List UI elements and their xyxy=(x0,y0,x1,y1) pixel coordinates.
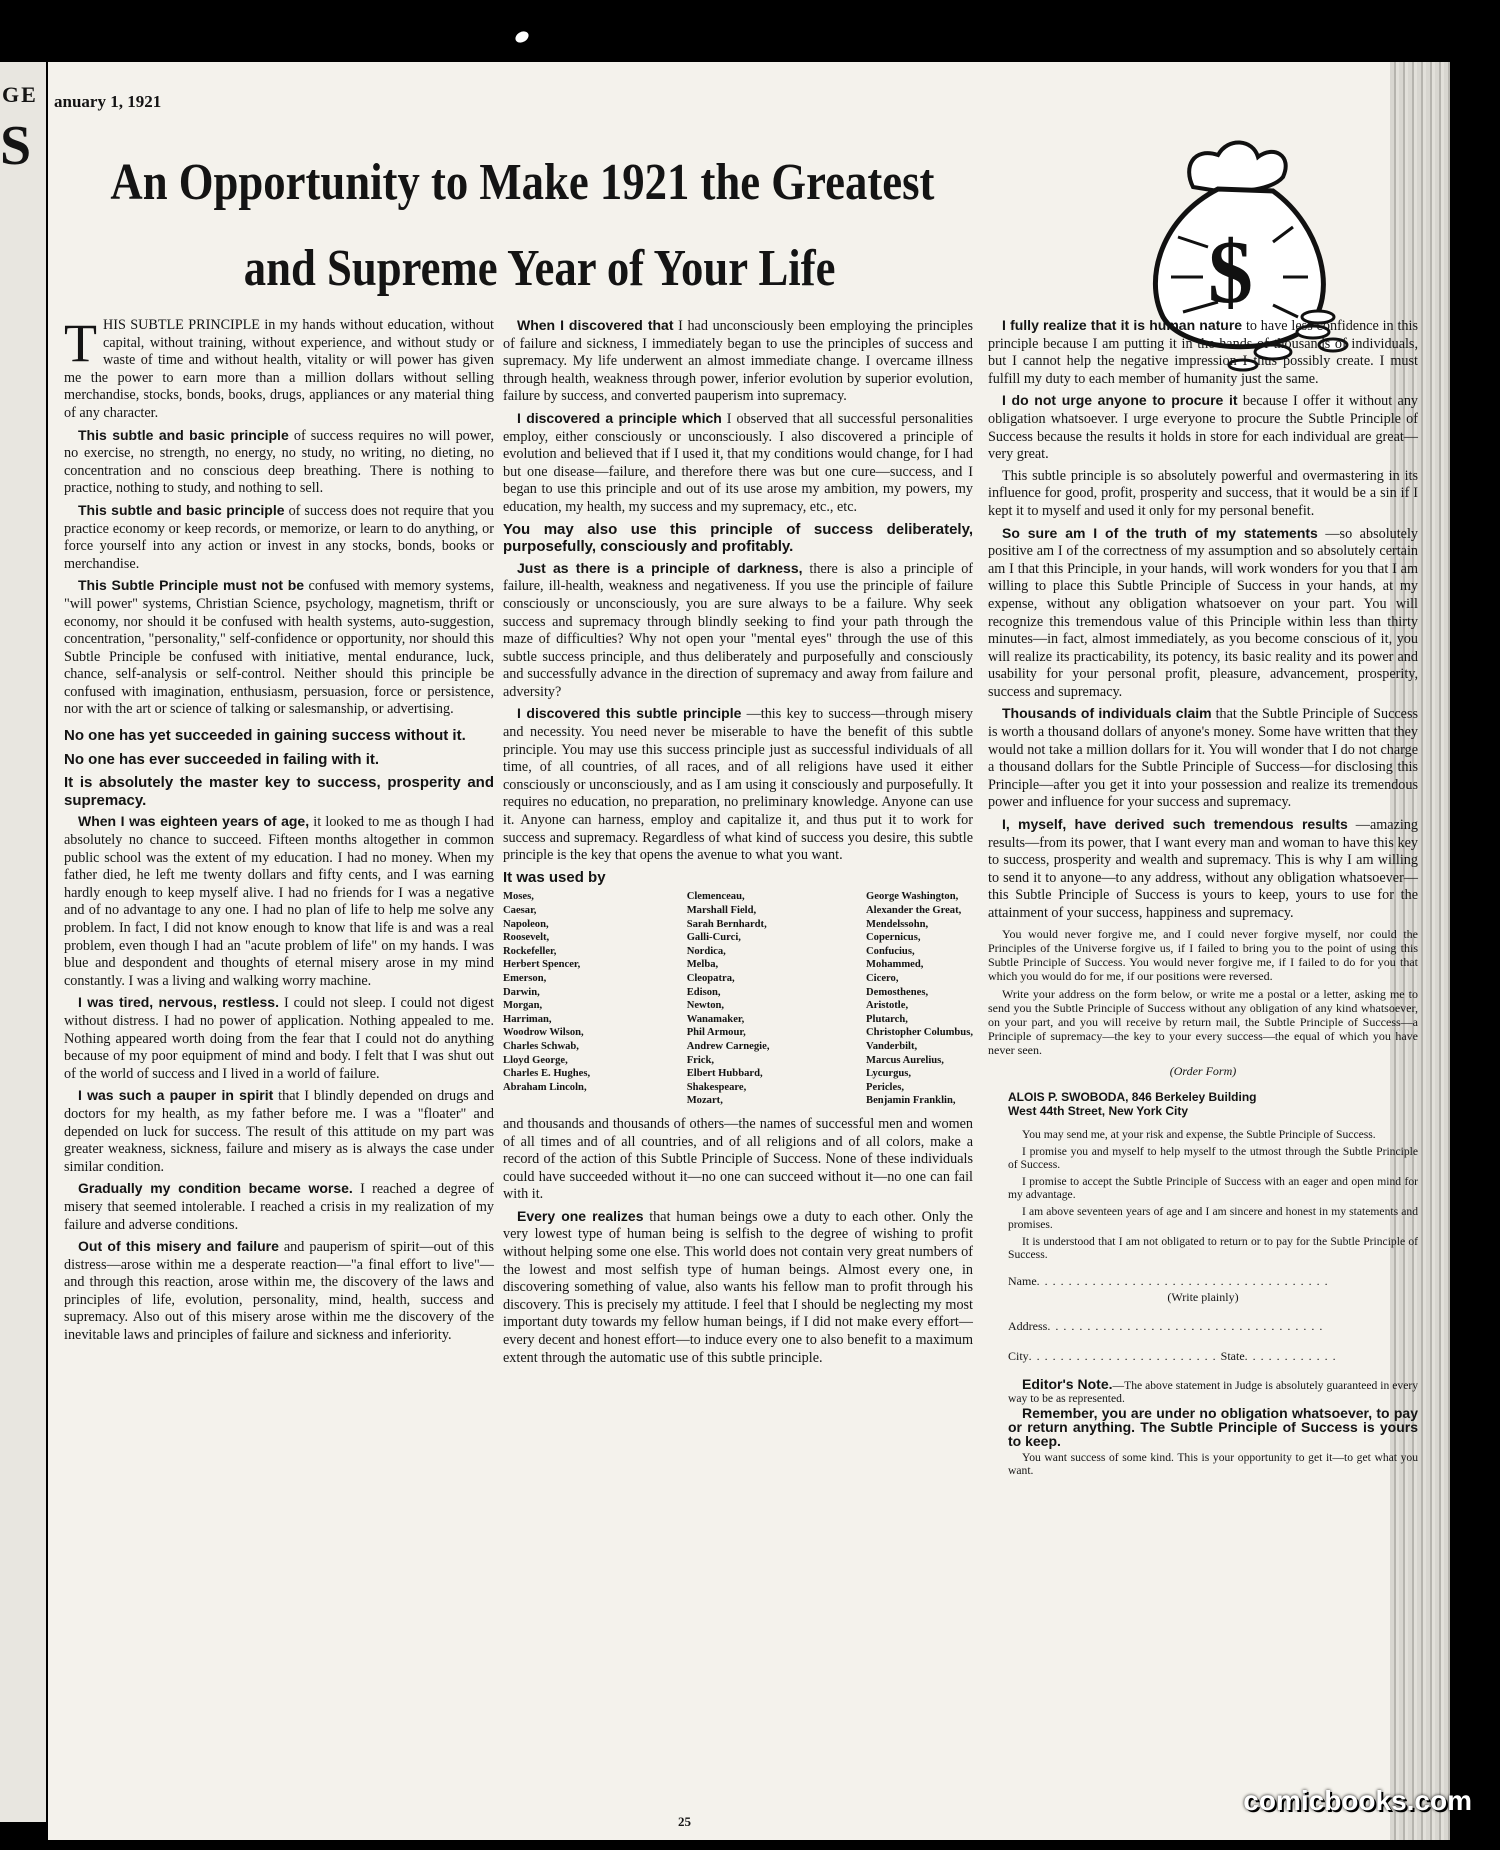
lead-in: This subtle and basic principle xyxy=(78,426,289,443)
lead-in: This Subtle Principle must not be xyxy=(78,577,305,594)
lead-in: Every one realizes xyxy=(517,1207,644,1224)
paragraph: to have less confidence in this principle because I am putting it in the hands of thousands of individuals, but I cannot help the negative impression I thus possibly create. I must fulfill my duty to each member of humanity just the same. xyxy=(988,318,1418,387)
name-field[interactable]: Name. . . . . . . . . . . . . . . . . . . . . . . . . . . . . . . . . . . . . xyxy=(1008,1274,1329,1289)
name-entry: Mendelssohn, xyxy=(866,918,929,930)
name-entry: Newton, xyxy=(686,1000,725,1012)
headline-line-2: and Supreme Year of Your Life xyxy=(243,240,836,297)
name-entry: Elbert Hubbard, xyxy=(686,1068,763,1080)
lead-in: I do not urge anyone to procure it xyxy=(1002,392,1238,409)
paragraph: This subtle principle is so absolutely powerful and overmastering in its influence for good, profit, prosperity and success, that it would be a sin if I kept it to myself and used it only for my personal benefit. xyxy=(988,467,1418,519)
name-entry: Andrew Carnegie, xyxy=(686,1040,770,1052)
name-entry: Wanamaker, xyxy=(686,1013,745,1025)
name-entry: Galli-Curci, xyxy=(686,932,741,944)
name-entry: Vanderbilt, xyxy=(866,1040,918,1052)
paragraph: of success requires no will power, no exercise, no strength, no energy, no study, no writing, no dieting, no concentration and no conscious deep breathing. There is nothing to practice, nothing to study, and nothing to sell. xyxy=(64,427,495,497)
name-entry: Morgan, xyxy=(503,1000,543,1012)
name-entry: Demosthenes, xyxy=(866,986,929,998)
editors-note xyxy=(988,1375,1418,1477)
issue-date: anuary 1, 1921 xyxy=(54,92,162,111)
name-entry: Charles Schwab, xyxy=(503,1040,579,1052)
paragraph: and pauperism of spirit—out of this distress—arose within me a desperate reaction—"a final effort to live"—and through this reaction, arose within me, the discovery of the laws and principles of life, evolution, personality, mind, health, success and supremacy. Also out of this misery arose within me the discovery of the inevitable laws and principles of failure and sickness and inferiority. xyxy=(64,1239,494,1344)
name-entry: Frick, xyxy=(686,1054,715,1066)
drop-cap: T xyxy=(64,313,97,373)
svg-text:$: $ xyxy=(1208,223,1253,322)
note-text: —The above statement in Judge is absolutely guaranteed in every way to be as represented. xyxy=(1008,1378,1418,1405)
note-text: You want success of some kind. This is your opportunity to get it—to get what you want. xyxy=(1008,1450,1418,1477)
lead-in: When I was eighteen years of age, xyxy=(78,813,310,830)
paragraph: —this key to success—through misery and necessity. You need never be miserable to have the benefit of this subtle principle. You may use this success principle just as successful individuals of all time, of all countries, of all races, and of all religions have used it either consciously or unconsciously, and as I am using it consciously and purposefully. It requires no education, no preparation, no preliminary knowledge. Anyone can use it. Anyone can harness, employ and capitalize it, and thus put it to work for success and supremacy. Regardless of what kind of success you desire, this subtle principle is the key that opens the avenue to what you want. xyxy=(503,706,973,864)
name-entry: Harriman, xyxy=(503,1013,552,1025)
paragraph: because I offer it without any obligation whatsoever. I urge everyone to procure the Subtle Principle of Success because the results it holds in store for each individual are great—very great. xyxy=(988,393,1419,463)
paragraph: confused with memory systems, "will power" systems, Christian Science, psychology, magnetism, thrift or economy, nor should it be confused with health systems, auto-suggestion, concentration, "personality," self-confidence or opportunity, nor should this Subtle Principle be confused with initiative, mental endurance, luck, chance, self-analysis or self-control. Neither should this principle be confused with imagination, enthusiasm, persuasion, force or persistence, nor with the art or science of talking or salesmanship, or advertising. xyxy=(64,578,495,718)
paragraph: Write your address on the form below, or write me a postal or a letter, asking me to send you the Subtle Principle of Success without any obligation of any kind whatsoever, on your part, and you will receive by return mail, the Subtle Principle of Success—a Principle of supremacy—the key to your every success—the equal of which you have never seen. xyxy=(988,986,1418,1057)
small-print xyxy=(988,927,1418,1057)
lead-in: I discovered this subtle principle xyxy=(517,705,742,722)
name-entry: Woodrow Wilson, xyxy=(503,1027,584,1039)
lead-in: I, myself, have derived such tremendous results xyxy=(1002,816,1348,833)
paragraph: —amazing results—from its power, that I want every man and woman to have this key to success, prosperity and wealth and supremacy. This is why I am willing to send it to anyone—to any address, without any obligation whatsoever—this Subtle Principle of Success is yours to keep, yours to use for the attainment of your success, happiness and supremacy. xyxy=(988,817,1418,921)
lead-in: Thousands of individuals claim xyxy=(1002,705,1212,722)
lead-in: Just as there is a principle of darkness, xyxy=(517,559,803,576)
name-entry: Clemenceau, xyxy=(686,891,745,903)
scan-mark xyxy=(513,29,530,45)
magazine-page xyxy=(48,62,1450,1840)
headline xyxy=(58,140,987,312)
name-entry: Caesar, xyxy=(503,905,537,916)
note-text: Remember, you are under no obligation whatsoever, to pay or return anything. The Subtle Principle of Success is yours to keep. xyxy=(1008,1404,1418,1449)
name-entry: Christopher Columbus, xyxy=(866,1027,973,1039)
name-entry: Pericles, xyxy=(866,1081,904,1093)
name-entry: Edison, xyxy=(686,986,721,998)
city-state-field[interactable]: City. . . . . . . . . . . . . . . . . . . . . . . . State. . . . . . . . . . . . xyxy=(1008,1348,1337,1363)
write-plainly-hint: (Write plainly) xyxy=(1167,1289,1239,1304)
name-entry: Plutarch, xyxy=(866,1013,908,1025)
bold-statement: It is absolutely the master key to success, prosperity and supremacy. xyxy=(64,774,494,809)
lead-in: I was tired, nervous, restless. xyxy=(78,994,279,1011)
city-label: City xyxy=(1008,1348,1029,1363)
names-column-3 xyxy=(866,890,973,1108)
name-entry: Rockefeller, xyxy=(503,945,557,957)
column-1 xyxy=(64,313,495,1349)
name-entry: Shakespeare, xyxy=(686,1081,747,1093)
address-line: ALOIS P. SWOBODA, 846 Berkeley Building xyxy=(1008,1090,1257,1105)
name-entry: Cicero, xyxy=(866,972,899,984)
paragraph: I reached a degree of misery that seemed intolerable. I reached a crisis in my realization of my failure and adverse conditions. xyxy=(64,1181,495,1233)
paragraph: that human beings owe a duty to each other. Only the very lowest type of human being is selfish to the degree of wishing to profit without helping some one else. This world does not contain very great numbers of the lowest and most selfish type of human beings. Almost every one, in discovering something of value, also wants his fellow man to profit through his discovery. This is precisely my attitude. I feel that I should be neglecting my most important duty towards my fellow human beings, if I did not make every effort—every decent and honest effort—to induce every one to also benefit to a maximum extent through the automatic use of this subtle principle. xyxy=(503,1208,974,1366)
name-entry: Lloyd George, xyxy=(503,1054,568,1066)
column-3 xyxy=(988,317,1418,1479)
names-column-1 xyxy=(503,890,590,1108)
name-entry: Lycurgus, xyxy=(866,1068,912,1080)
name-entry: Melba, xyxy=(686,959,719,971)
paragraph: I observed that all successful personalities employ, either consciously or unconsciously. I also discovered a principle of evolution and believed that if I used it, that my conditions would change, for I had but one disease—failure, and therefore there was but one cure—success, and I began to use this principle and out of its use arose my ambition, my powers, my education, my health, my success and my supremacy, etc., etc. xyxy=(503,410,974,515)
name-entry: Herbert Spencer, xyxy=(503,959,581,971)
name-entry: Mozart, xyxy=(686,1095,723,1107)
paragraph: You would never forgive me, and I could never forgive myself, nor could the Principles of the Universe forgive us, if I failed to bring you to the point of using this Subtle Principle of Success. You would never forgive me, if I failed to do for you that which you would do for me, if our positions were reversed. xyxy=(988,926,1418,983)
name-entry: Charles E. Hughes, xyxy=(503,1068,591,1080)
bold-statement: No one has ever succeeded in failing with it. xyxy=(64,750,380,768)
column-2 xyxy=(503,317,973,1371)
state-label: State xyxy=(1220,1348,1245,1363)
lead-in: So sure am I of the truth of my statements xyxy=(1002,524,1318,541)
name-entry: Cleopatra, xyxy=(686,972,735,984)
names-heading: It was used by xyxy=(503,868,606,886)
name-entry: Darwin, xyxy=(503,986,540,998)
note-lead: Editor's Note. xyxy=(1022,1375,1113,1392)
previous-page-fragment-letter: S xyxy=(0,115,32,177)
lead-in: Gradually my condition became worse. xyxy=(78,1180,353,1197)
lead-in: This subtle and basic principle xyxy=(78,501,285,518)
order-form-address xyxy=(1008,1090,1418,1118)
bold-statement: No one has yet succeeded in gaining success without it. xyxy=(64,727,466,745)
paragraph: there is also a principle of failure, ill-health, weakness and negativeness. If you use the principle of failure consciously or unconsciously, you are sure always to be a failure. Why seek success and supremacy through blindly seeking to find your path through the maze of difficulties? Why not open your "mental eyes" through the use of this subtle success principle, and thus deliberately and purposefully and consciously and successfully advance in the direction of supremacy and away from failure and adversity? xyxy=(503,560,974,700)
name-entry: Phil Armour, xyxy=(686,1027,746,1039)
names-list xyxy=(503,890,973,1108)
names-column-2 xyxy=(687,890,770,1108)
paragraph: of success does not require that you practice economy or keep records, or memorize, or learn to do anything, or force yourself into any action or invest in any stocks, bonds, books or merchandise. xyxy=(64,502,494,572)
name-entry: Benjamin Franklin, xyxy=(866,1095,956,1107)
name-entry: Confucius, xyxy=(866,945,915,957)
order-form-terms xyxy=(988,1128,1418,1261)
name-label: Name xyxy=(1008,1274,1037,1289)
name-entry: Nordica, xyxy=(686,945,726,957)
paragraph: I could not sleep. I could not digest without distress. I had no power of application. Nothing appealed to me. Nothing appeared worth doing from the fear that I could not do anything because of my poor equipment of mind and body. I felt that I was shut out of the world of success and I lived in a world of failure. xyxy=(64,995,494,1082)
name-entry: Moses, xyxy=(503,891,534,903)
address-label: Address xyxy=(1008,1319,1048,1334)
name-entry: George Washington, xyxy=(866,891,959,903)
paragraph: that I blindly depended on drugs and doctors for my health, as my father before me. I was a "floater" and depended on luck for success. The result of this attitude on my part was greater weakness, sickness, failure and misery as is always the case under similar condition. xyxy=(64,1088,495,1175)
page-number: 25 xyxy=(678,1814,691,1829)
lead-in: I was such a pauper in spirit xyxy=(78,1087,274,1104)
form-term: I promise you and myself to help myself to the utmost through the Subtle Principle of Success. xyxy=(1008,1145,1418,1172)
bold-statement: You may also use this principle of success deliberately, purposefully, consciously and profitably. xyxy=(503,520,973,556)
name-entry: Roosevelt, xyxy=(503,932,550,944)
name-entry: Napoleon, xyxy=(503,918,549,930)
paragraph: HIS SUBTLE PRINCIPLE in my hands without education, without capital, without training, without experience, and without study or waste of time and without health, vitality or will power has given me the power to earn more than a million dollars without selling merchandise, stocks, bonds, books, drugs, appliances or any material thing of any character. xyxy=(64,317,494,421)
form-term: You may send me, at your risk and expense, the Subtle Principle of Success. xyxy=(1022,1128,1376,1142)
form-term: I promise to accept the Subtle Principle of Success with an eager and open mind for my advantage. xyxy=(1008,1175,1418,1202)
name-entry: Marshall Field, xyxy=(686,905,757,916)
lead-in: I fully realize that it is human nature xyxy=(1002,317,1243,333)
lead-in: Out of this misery and failure xyxy=(78,1238,279,1255)
form-term: I am above seventeen years of age and I am sincere and honest in my statements and promises. xyxy=(1008,1205,1418,1232)
paragraph: that the Subtle Principle of Success is worth a thousand dollars of anyone's money. Some have written that they would not take a million dollars for it. You will wonder that I do not charge a thousand dollars for the Subtle Principle of Success—for disclosing this Principle—after you get it into your possession and realize its tremendous power and influence for your success and supremacy. xyxy=(988,706,1419,811)
address-line: West 44th Street, New York City xyxy=(1008,1104,1189,1119)
order-form xyxy=(988,1063,1418,1477)
lead-in: I discovered a principle which xyxy=(517,409,722,426)
previous-page-edge xyxy=(0,62,46,1822)
paragraph: and thousands and thousands of others—the names of successful men and women of all times and of all countries, and of all religions and of all colors, make a record of the action of this Subtle Principle of Success. None of these individuals could have succeeded without it—no one can succeed without it—no one can fail with it. xyxy=(503,1115,973,1203)
name-entry: Aristotle, xyxy=(866,1000,909,1012)
site-watermark: comicbooks.com xyxy=(1243,1785,1472,1816)
name-entry: Alexander the Great, xyxy=(866,905,962,916)
order-form-title: (Order Form) xyxy=(1169,1063,1237,1078)
form-term: It is understood that I am not obligated to return or to pay for the Subtle Principle of Success. xyxy=(1008,1235,1418,1262)
name-entry: Abraham Lincoln, xyxy=(503,1081,587,1093)
paragraph: —so absolutely positive am I of the correctness of my assumption and so absolutely certain am I that this Principle, in your hands, will work wonders for you that I am willing to place this Subtle Principle of Success in your hands, at my expense, without any obligation whatsoever on your part. You will recognize this tremendous value of this Principle within less than thirty minutes—in fact, almost immediately, as you become conscious of it, you will realize its practicability, its potency, its basic reality and its power and usability for your personal profit, pleasure, advancement, prosperity, success and supremacy. xyxy=(988,525,1418,700)
name-entry: Mohammed, xyxy=(866,959,924,971)
previous-page-fragment: GE xyxy=(2,82,38,107)
lead-in: When I discovered that xyxy=(517,317,674,333)
paragraph: I had unconsciously been employing the principles of failure and sickness, I immediately began to use the principles of success and supremacy. My life underwent an almost immediate change. I overcame illness through health, weakness through power, inferior evolution by superior evolution, failure by success, and converted pauperism into supremacy. xyxy=(503,318,973,405)
headline-line-1: An Opportunity to Make 1921 the Greatest xyxy=(110,154,935,211)
name-entry: Marcus Aurelius, xyxy=(866,1054,944,1066)
name-entry: Sarah Bernhardt, xyxy=(686,918,767,930)
name-entry: Emerson, xyxy=(503,972,547,984)
address-field[interactable]: Address. . . . . . . . . . . . . . . . . . . . . . . . . . . . . . . . . . . xyxy=(1008,1319,1324,1334)
name-entry: Copernicus, xyxy=(866,932,921,944)
paragraph: it looked to me as though I had absolutely no chance to succeed. Fifteen months altogether in common public school was the extent of my education. I had no money. When my father died, he left me twenty dollars and fifty cents, and I was earning hardly enough to keep myself alive. I had no friends for I was a negative and of no advantage to any one. I had no plan of life to help me solve any problem. In fact, I did not know enough to know that life is and was a real problem, even though I had an "acute problem of life" on my hands. I was blue and despondent and thoughts of eternal misery arose in my mind constantly. I was a living and walking worry machine. xyxy=(64,814,494,989)
